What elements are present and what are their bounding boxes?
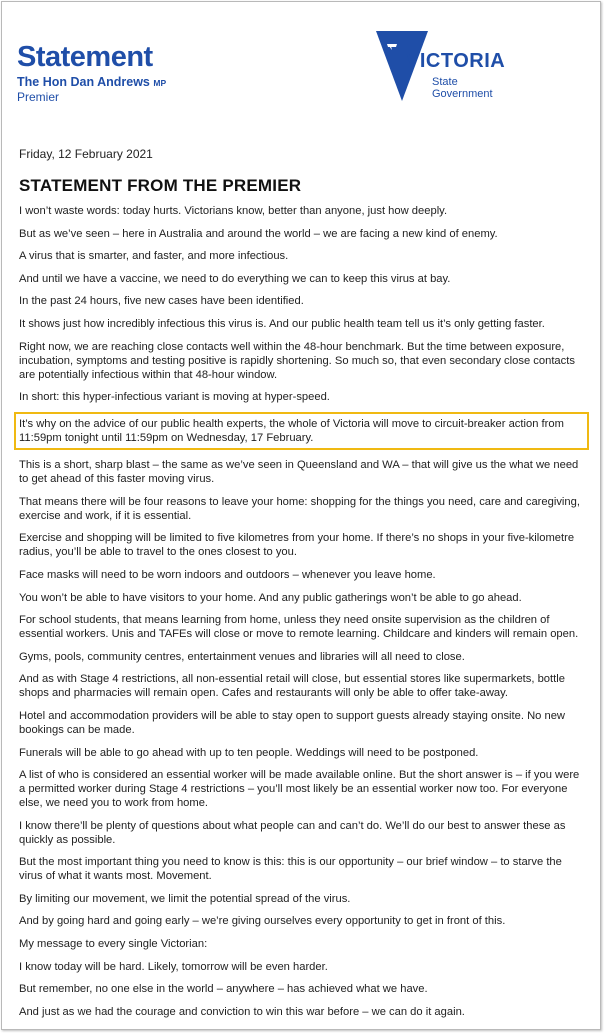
highlighted-paragraph: It’s why on the advice of our public health experts, the whole of Victoria will move to circuit-breaker action from 11:59pm tonight until 11:59pm on Wednesday, 17 February. (19, 417, 584, 445)
paragraph: Hotel and accommodation providers will be able to stay open to support guests already staying onsite. No new bookings can be made. (19, 709, 566, 736)
minister-name (17, 75, 166, 90)
paragraph: That means there will be four reasons to leave your home: shopping for the things you need, care and caregiving, exercise and work, if it is essential. (19, 495, 580, 522)
paragraph: But remember, no one else in the world – anywhere – has achieved what we have. (19, 983, 428, 996)
paragraph: And by going hard and going early – we’re giving ourselves every opportunity to get in front of this. (19, 915, 506, 928)
paragraph: This is a short, sharp blast – the same as we’ve seen in Queensland and WA – that will give us the what we need to get ahead of this faster moving virus. (19, 459, 579, 486)
paragraph: My message to every single Victorian: (19, 938, 208, 951)
paragraph: A virus that is smarter, and faster, and more infectious. (19, 250, 289, 263)
paragraph: In short: this hyper-infectious variant is moving at hyper-speed. (19, 391, 330, 404)
minister-role: Premier (17, 90, 60, 104)
paragraph: But as we’ve seen – here in Australia and around the world – we are facing a new kind of enemy. (19, 227, 498, 240)
paragraph: For school students, that means learning from home, unless they need onsite supervision as the children of essential workers. Unis and TAFEs will close or move to remote learning. Childcare and kinders will remain open. (19, 614, 579, 641)
paragraph: By limiting our movement, we limit the potential spread of the virus. (19, 892, 351, 905)
paragraph: I know today will be hard. Likely, tomorrow will be even harder. (19, 960, 328, 973)
paragraph: But the most important thing you need to know is this: this is our opportunity – our brief window – to starve the virus of what it wants most. Movement. (19, 856, 562, 883)
statement-header (17, 42, 166, 104)
logo-subtitle-line2: Government (432, 88, 493, 100)
statement-title: Statement (17, 41, 153, 73)
paragraph: Exercise and shopping will be limited to five kilometres from your home. If there’s no shops in your five-kilometre radius, you’ll be able to travel to the ones closest to you. (19, 532, 575, 559)
paragraph: You won’t be able to have visitors to your home. And any public gatherings won’t be able to go ahead. (19, 591, 522, 604)
paragraph: Gyms, pools, community centres, entertainment venues and libraries will all need to close. (19, 650, 465, 663)
paragraph: It shows just how incredibly infectious this virus is. And our public health team tell us it’s only getting faster. (19, 317, 545, 330)
paragraph: Right now, we are reaching close contacts well within the 48-hour benchmark. But the time between exposure, incubation, symptoms and testing positive is rapidly shortening. So much so, that even secondary close contacts are potentially infectious within that 48-hour window. (19, 340, 575, 381)
statement-heading: STATEMENT FROM THE PREMIER (19, 176, 302, 195)
minister-suffix: MP (153, 78, 167, 88)
paragraph: And just as we had the courage and conviction to win this war before – we can do it again. (19, 1005, 465, 1018)
logo-subtitle (432, 76, 493, 100)
paragraph: Funerals will be able to go ahead with up to ten people. Weddings will need to be postponed. (19, 746, 479, 759)
paragraph: I won’t waste words: today hurts. Victorians know, better than anyone, just how deeply. (19, 205, 448, 217)
paragraph: I know there’ll be plenty of questions about what people can and can’t do. We’ll do our best to answer these as quickly as possible. (19, 819, 566, 846)
paragraph: And as with Stage 4 restrictions, all non-essential retail will close, but essential stores like supermarkets, bottle shops and pharmacies will remain open. Cafes and restaurants will only be able to offer take-away. (19, 673, 565, 700)
paragraph: In the past 24 hours, five new cases have been identified. (19, 295, 304, 308)
logo-subtitle-line1: State (432, 76, 458, 88)
victoria-state-government-logo (376, 31, 506, 103)
paragraph: And until we have a vaccine, we need to do everything we can to keep this virus at bay. (19, 272, 451, 285)
statement-date: Friday, 12 February 2021 (19, 147, 153, 161)
paragraph: A list of who is considered an essential worker will be made available online. But the short answer is – if you were a permitted worker during Stage 4 restrictions – you’ll most likely be an essential worker now too. For everyone else, we need you to work from home. (19, 769, 580, 810)
document-page (1, 1, 601, 1030)
statement-body (19, 204, 584, 1027)
paragraph: Face masks will need to be worn indoors and outdoors – whenever you leave home. (19, 568, 436, 581)
logo-wordmark: VICTORIA (406, 50, 506, 72)
minister-name-text: The Hon Dan Andrews (17, 75, 150, 89)
